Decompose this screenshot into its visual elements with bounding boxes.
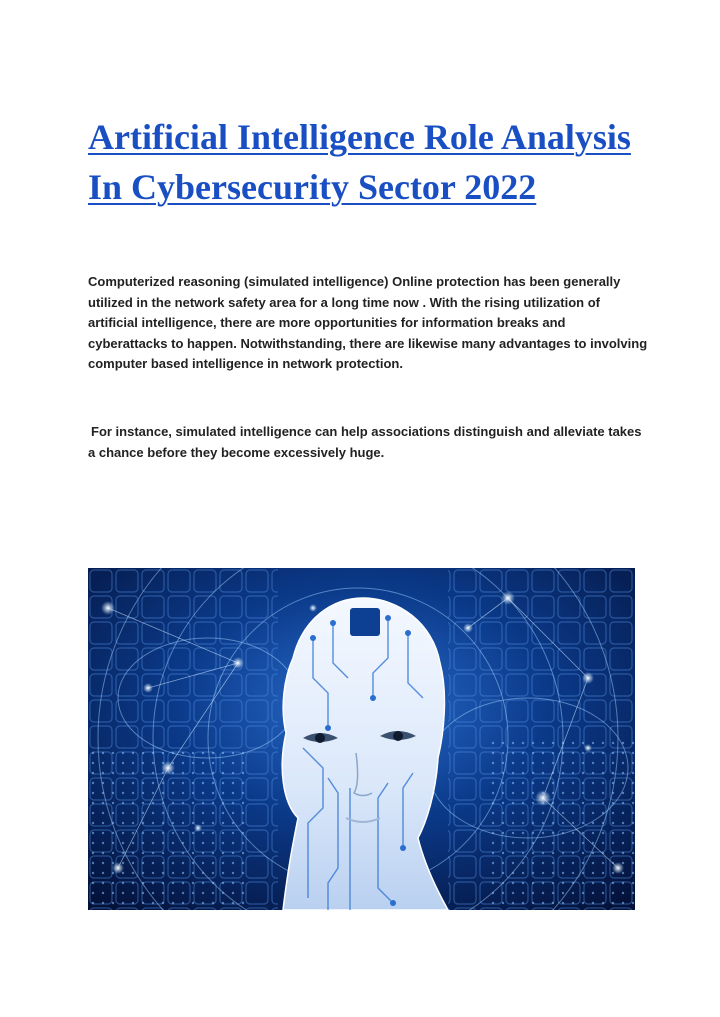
ai-head-circuit-image	[88, 568, 635, 910]
example-paragraph: For instance, simulated intelligence can help associations distinguish and alleviate takes a chance before they become excessively huge.	[88, 424, 642, 460]
article-title-link[interactable]: Artificial Intelligence Role Analysis In Cybersecurity Sector 2022	[88, 117, 631, 207]
intro-paragraph: Computerized reasoning (simulated intelligence) Online protection has been generally utilized in the network safety area for a long time now . With the rising utilization of artificial intelligence, there are more opportunities for information breaks and cyberattacks to happen. Notwithstanding, there are likewise many advantages to involving computer based intelligence in network protection.	[88, 274, 648, 371]
